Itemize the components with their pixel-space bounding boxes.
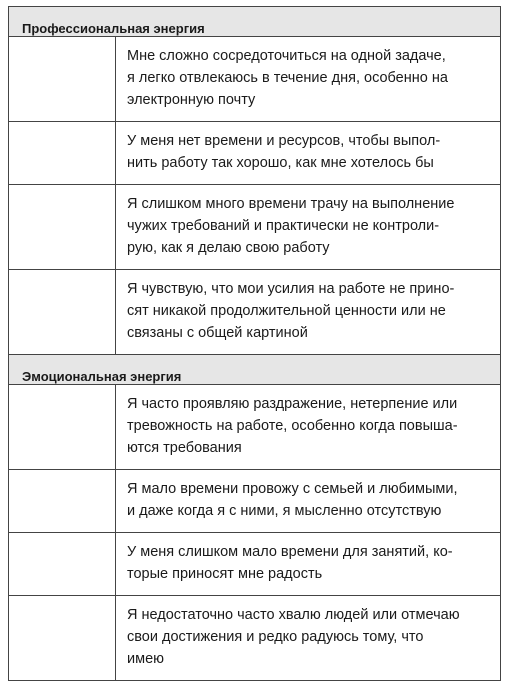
checklist-row — [9, 37, 501, 122]
energy-checklist-table — [8, 6, 501, 681]
section-header-professional — [9, 7, 501, 37]
section-header-emotional — [9, 355, 501, 385]
checklist-row — [9, 470, 501, 533]
statement-text: У меня слишком мало времени для занятий, ко- торые приносят мне радость — [116, 533, 501, 596]
checkbox-cell[interactable] — [9, 385, 116, 470]
checkbox-cell[interactable] — [9, 122, 116, 185]
checkbox-cell[interactable] — [9, 185, 116, 270]
checkbox-cell[interactable] — [9, 270, 116, 355]
statement-text: Мне сложно сосредоточиться на одной задаче, я легко отвлекаюсь в течение дня, особенно на электронную почту — [116, 37, 501, 122]
statement-text: У меня нет времени и ресурсов, чтобы выпол- нить работу так хорошо, как мне хотелось бы — [116, 122, 501, 185]
checkbox-cell[interactable] — [9, 533, 116, 596]
checkbox-cell[interactable] — [9, 470, 116, 533]
checklist-row — [9, 270, 501, 355]
checklist-row — [9, 533, 501, 596]
section-title: Профессиональная энергия — [9, 7, 501, 37]
checklist-row — [9, 122, 501, 185]
statement-text: Я чувствую, что мои усилия на работе не прино- сят никакой продолжительной ценности или не связаны с общей картиной — [116, 270, 501, 355]
statement-text: Я часто проявляю раздражение, нетерпение или тревожность на работе, особенно когда повыша- ются требования — [116, 385, 501, 470]
checklist-row — [9, 185, 501, 270]
checkbox-cell[interactable] — [9, 596, 116, 681]
statement-text: Я слишком много времени трачу на выполнение чужих требований и практически не контроли- рую, как я делаю свою работу — [116, 185, 501, 270]
statement-text: Я мало времени провожу с семьей и любимыми, и даже когда я с ними, я мысленно отсутствую — [116, 470, 501, 533]
checkbox-cell[interactable] — [9, 37, 116, 122]
statement-text: Я недостаточно часто хвалю людей или отмечаю свои достижения и редко радуюсь тому, что имею — [116, 596, 501, 681]
checklist-row — [9, 385, 501, 470]
section-title: Эмоциональная энергия — [9, 355, 501, 385]
checklist-row — [9, 596, 501, 681]
